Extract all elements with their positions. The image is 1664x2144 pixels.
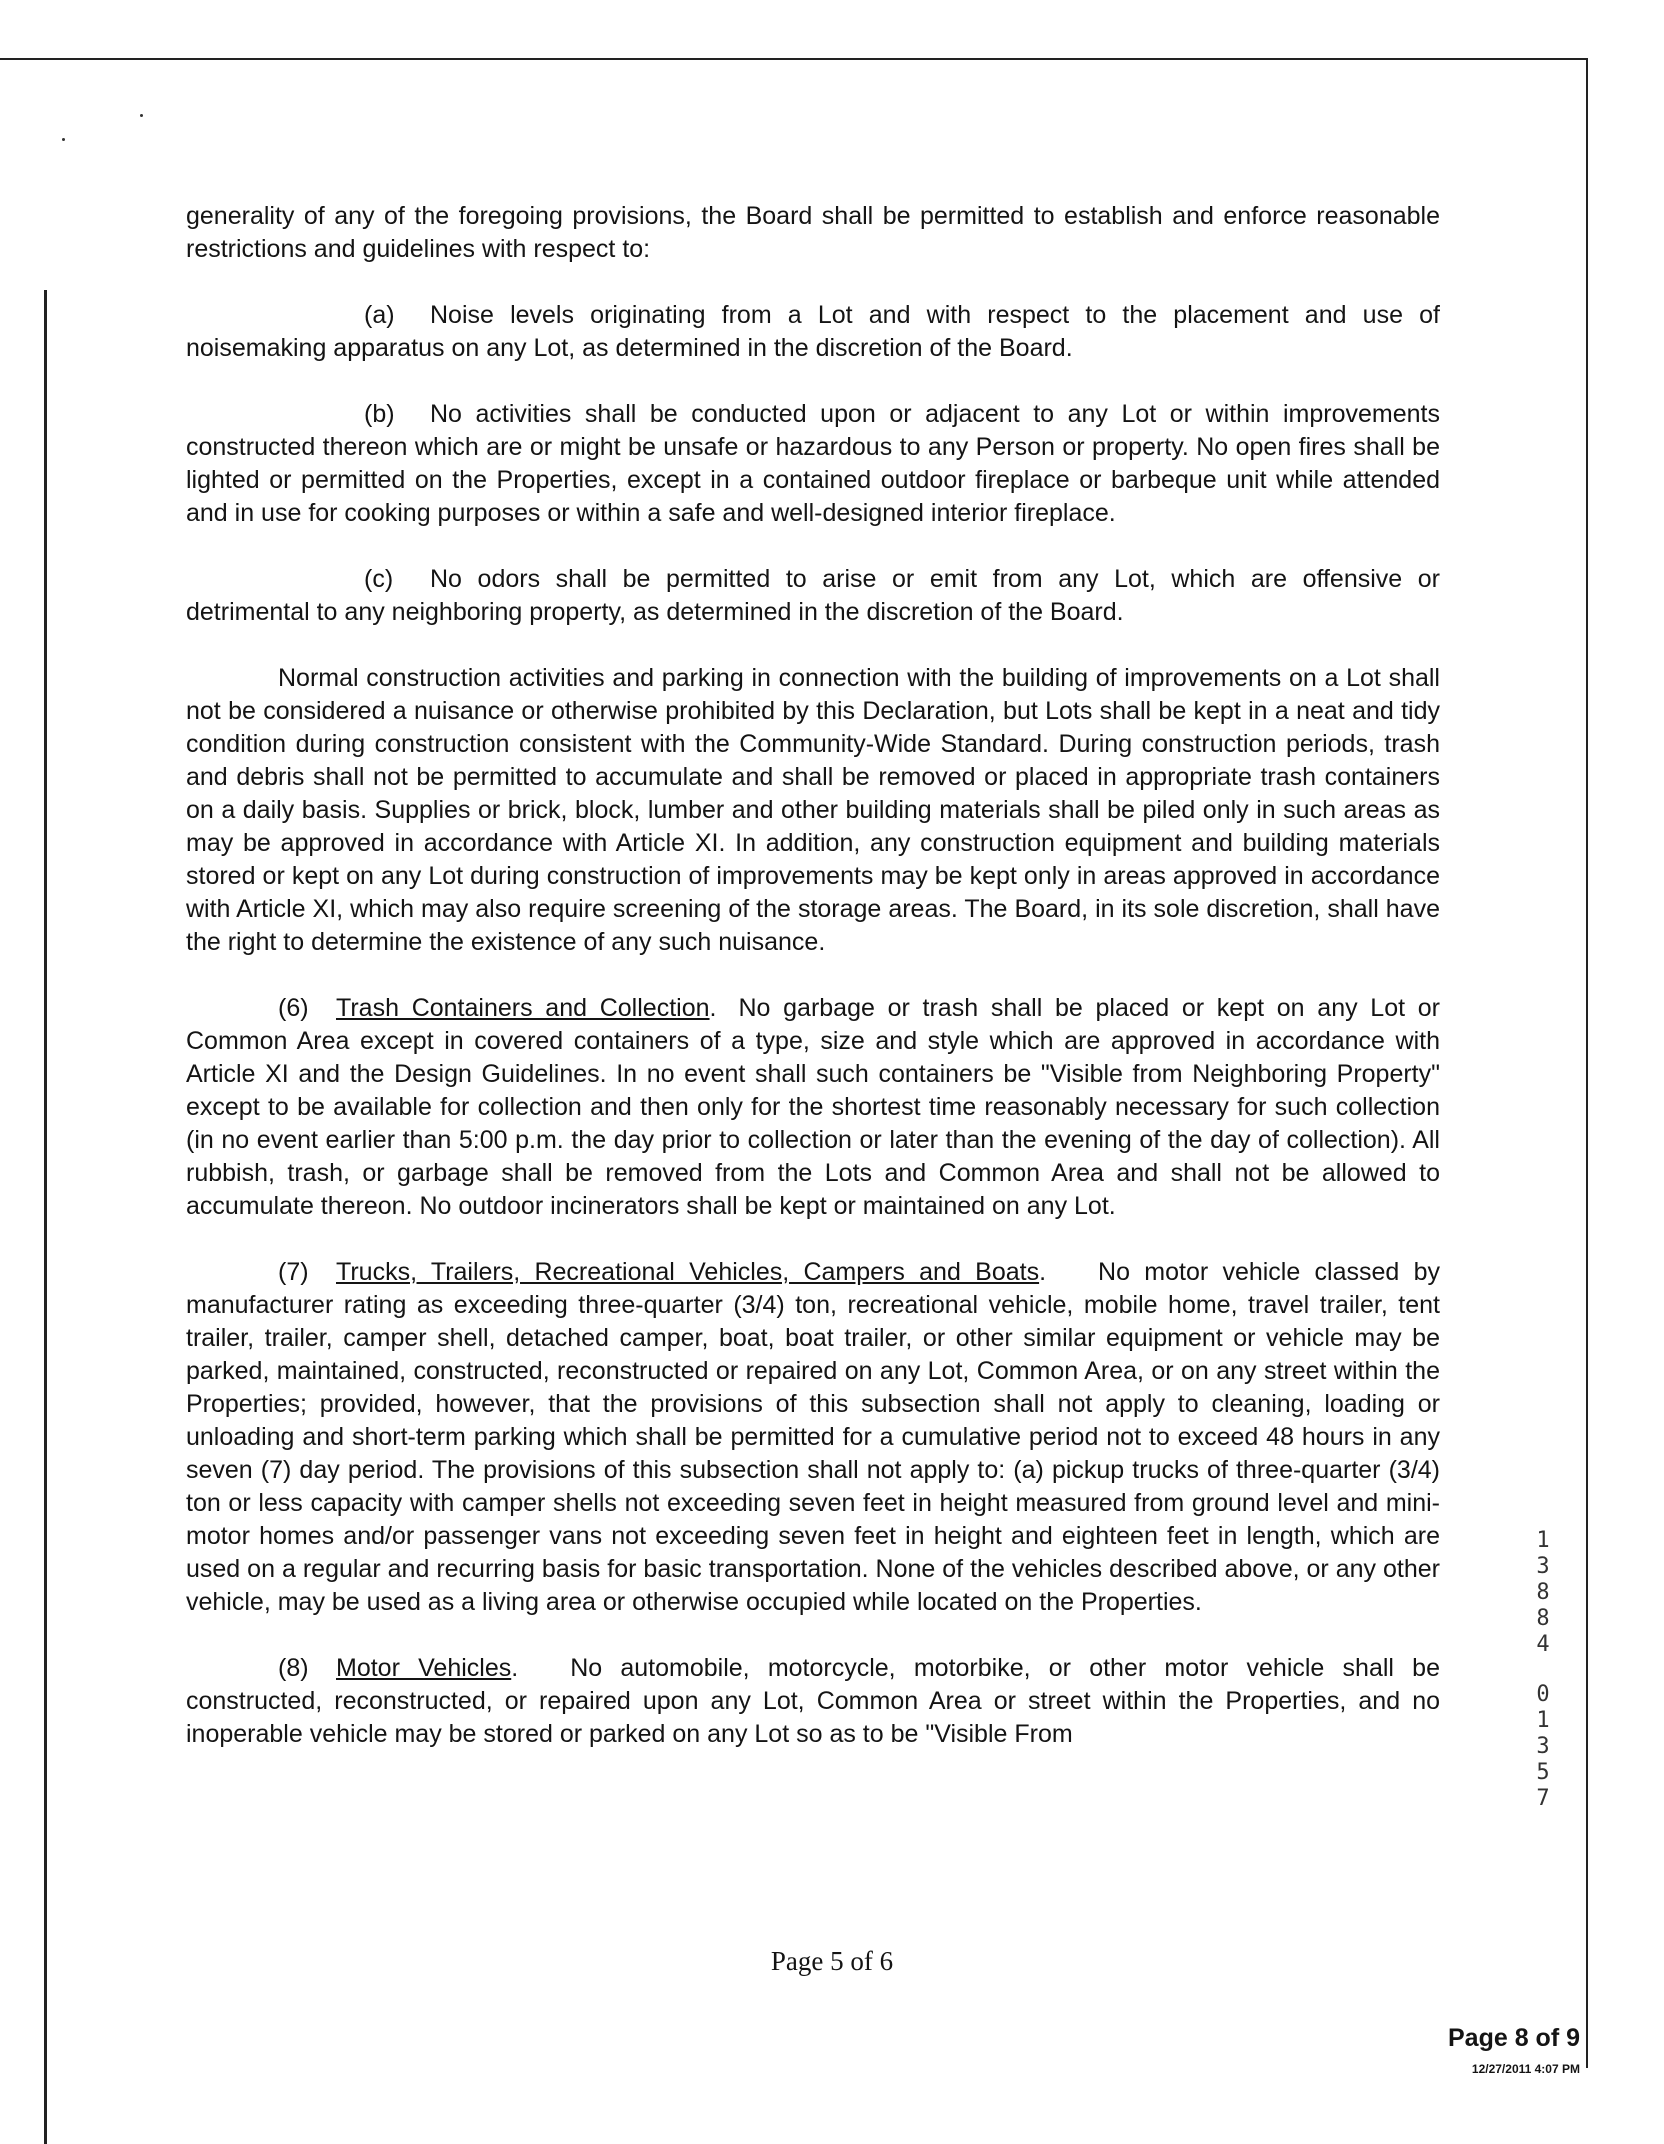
recording-digit: 8: [1536, 1606, 1550, 1631]
recording-digit: 8: [1536, 1580, 1550, 1605]
recording-digit: 0: [1536, 1682, 1550, 1707]
section-text: No motor vehicle classed by manufacturer rating as exceeding three-quarter (3/4) ton, recreational vehicle, mobile home, travel trailer, tent trailer, trailer, camper shell, detached camper, boat, boat trailer, or other similar equipment or vehicle may be parked, maintained, constructed, reconstructed or repaired on any Lot, Common Area, or on any street within the Properties; provided, however, that the provisions of this subsection shall not apply to cleaning, loading or unloading and short-term parking which shall be permitted for a cumulative period not to exceed 48 hours in any seven (7) day period. The provisions of this subsection shall not apply to: (a) pickup trucks of three-quarter (3/4) ton or less capacity with camper shells not exceeding seven feet in height measured from ground level and mini-motor homes and/or passenger vans not exceeding seven feet in height and eighteen feet in length, which are used on a regular and recurring basis for basic transportation. None of the vehicles described above, or any other vehicle, may be used as a living area or otherwise occupied while located on the Properties.: [186, 1258, 1440, 1616]
scan-speck: [140, 114, 143, 117]
intro-paragraph: generality of any of the foregoing provisions, the Board shall be permitted to establish and enforce reasonable restrictions and guidelines with respect to:: [186, 202, 1440, 263]
section-text: No garbage or trash shall be placed or kept on any Lot or Common Area except in covered containers of a type, size and style which are approved in accordance with Article XI and the Design Guidelines. In no event shall such containers be "Visible from Neighboring Property" except to be available for collection and then only for the shortest time reasonably necessary for such collection (in no event earlier than 5:00 p.m. the day prior to collection or later than the evening of the day of collection). All rubbish, trash, or garbage shall be removed from the Lots and Common Area and shall not be allowed to accumulate thereon. No outdoor incinerators shall be kept or maintained on any Lot.: [186, 994, 1441, 1220]
recording-digit: 7: [1536, 1786, 1550, 1811]
scan-speck: [62, 138, 65, 141]
item-text: Noise levels originating from a Lot and with respect to the placement and use of noisemaking apparatus on any Lot, as determined in the discretion of the Board.: [186, 301, 1440, 362]
recording-digit: 3: [1536, 1554, 1550, 1579]
item-label: (c): [364, 565, 394, 593]
item-label: (a): [364, 301, 395, 329]
recording-digit: 1: [1536, 1708, 1550, 1733]
section-number: (8): [278, 1654, 309, 1682]
fax-timestamp: 12/27/2011 4:07 PM: [1471, 2062, 1580, 2076]
section-heading: Trucks, Trailers, Recreational Vehicles, Campers and Boats: [336, 1258, 1040, 1286]
page-number-center: Page 5 of 6: [770, 1946, 894, 1976]
page-number-right: Page 8 of 9: [1448, 2024, 1580, 2052]
recording-digit: 4: [1536, 1632, 1550, 1657]
section-6: (6) Trash Containers and Collection. No garbage or trash shall be placed or kept on any Lot or Common Area except in covered containers of a type, size and style which are approved in accordance with Article XI and the Design Guidelines. In no event shall such containers be "Visible from Neighboring Property" except to be available for collection and then only for the shortest time reasonably necessary for such collection (in no event earlier than 5:00 p.m. the day prior to collection or later than the evening of the day of collection). All rubbish, trash, or garbage shall be removed from the Lots and Common Area and shall not be allowed to accumulate thereon. No outdoor incinerators shall be kept or maintained on any Lot.: [186, 994, 1441, 1220]
item-text: No odors shall be permitted to arise or emit from any Lot, which are offensive or detrimental to any neighboring property, as determined in the discretion of the Board.: [186, 565, 1440, 626]
section-text: No automobile, motorcycle, motorbike, or other motor vehicle shall be constructed, reconstructed, or repaired upon any Lot, Common Area or street within the Properties, and no inoperable vehicle may be stored or parked on any Lot so as to be "Visible From: [186, 1654, 1440, 1748]
right-border-line: [1586, 58, 1588, 2068]
left-scan-edge: [44, 290, 47, 2144]
section-7: (7) Trucks, Trailers, Recreational Vehicles, Campers and Boats. No motor vehicle classed by manufacturer rating as exceeding three-quarter (3/4) ton, recreational vehicle, mobile home, travel trailer, tent trailer, trailer, camper shell, detached camper, boat, boat trailer, or other similar equipment or vehicle may be parked, maintained, constructed, reconstructed or repaired on any Lot, Common Area, or on any street within the Properties; provided, however, that the provisions of this subsection shall not apply to cleaning, loading or unloading and short-term parking which shall be permitted for a cumulative period not to exceed 48 hours in any seven (7) day period. The provisions of this subsection shall not apply to: (a) pickup trucks of three-quarter (3/4) ton or less capacity with camper shells not exceeding seven feet in height measured from ground level and mini-motor homes and/or passenger vans not exceeding seven feet in height and eighteen feet in length, which are used on a regular and recurring basis for basic transportation. None of the vehicles described above, or any other vehicle, may be used as a living area or otherwise occupied while located on the Properties.: [186, 1258, 1440, 1616]
top-border-line: [0, 58, 1588, 60]
item-text: No activities shall be conducted upon or adjacent to any Lot or within improvements constructed thereon which are or might be unsafe or hazardous to any Person or property. No open fires shall be lighted or permitted on the Properties, except in a contained outdoor fireplace or barbeque unit while attended and in use for cooking purposes or within a safe and well-designed interior fireplace.: [186, 400, 1440, 527]
recording-number: [1530, 1528, 1556, 1812]
recording-digit: 3: [1536, 1734, 1550, 1759]
item-c: [186, 563, 1440, 629]
section-8: (8) Motor Vehicles. No automobile, motorcycle, motorbike, or other motor vehicle shall be constructed, reconstructed, or repaired upon any Lot, Common Area or street within the Properties, and no inoperable vehicle may be stored or parked on any Lot so as to be "Visible From: [186, 1654, 1440, 1748]
item-label: (b): [364, 400, 395, 428]
document-body: [186, 200, 1440, 1784]
recording-digit: 1: [1536, 1528, 1550, 1553]
section-heading: Trash Containers and Collection: [336, 994, 710, 1022]
item-b: [186, 398, 1440, 530]
section-number: (7): [278, 1258, 309, 1286]
recording-digit: 5: [1536, 1760, 1550, 1785]
item-a: [186, 299, 1440, 365]
section-number: (6): [278, 994, 309, 1022]
section-heading: Motor Vehicles: [336, 1654, 512, 1682]
construction-paragraph: Normal construction activities and parking in connection with the building of improvements on a Lot shall not be considered a nuisance or otherwise prohibited by this Declaration, but Lots shall be kept in a neat and tidy condition during construction consistent with the Community-Wide Standard. During construction periods, trash and debris shall not be permitted to accumulate and shall be removed or placed in appropriate trash containers on a daily basis. Supplies or brick, block, lumber and other building materials shall be piled only in such areas as may be approved in accordance with Article XI. In addition, any construction equipment and building materials stored or kept on any Lot during construction of improvements may be kept only in areas approved in accordance with Article XI, which may also require screening of the storage areas. The Board, in its sole discretion, shall have the right to determine the existence of any such nuisance.: [186, 664, 1440, 956]
